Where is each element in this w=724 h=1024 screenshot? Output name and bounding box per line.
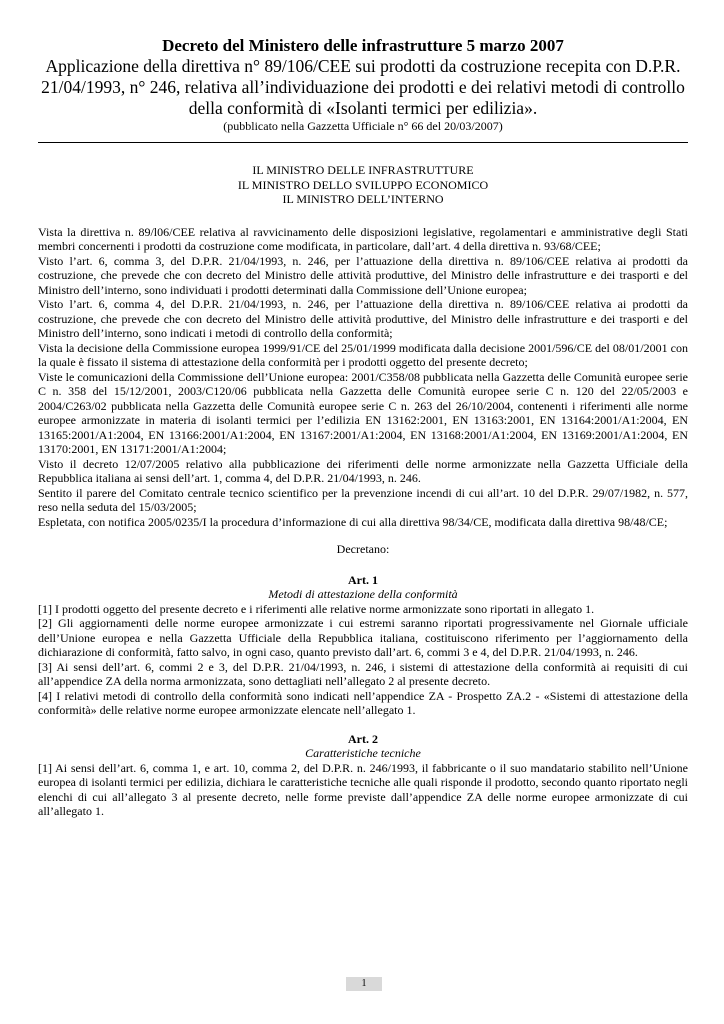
article-paragraph: [4] I relativi metodi di controllo della conformità sono indicati nell’appendice ZA - Prospetto ZA.2 - «Sistemi di attestazione della conformità» delle relative norme europee armonizzate elencate nell’allegato 1. [38,688,688,717]
preamble-paragraph: Espletata, con notifica 2005/0235/I la procedura d’informazione di cui alla direttiva 98/34/CE, modificata dalla direttiva 98/48/CE; [38,514,668,529]
article-2 [38,732,688,819]
preamble-paragraph: Viste le comunicazioni della Commissione dell’Unione europea: 2001/C358/08 pubblicata nella Gazzetta delle Comunità europee serie C n. 358 del 15/12/2001, 2003/C120/06 pubblicata nella Gazzetta delle Comunità europee serie C n. 120 del 22/05/2003 e 2004/C263/02 pubblicata nella Gazzetta delle Comunità europee serie C n. 263 del 26/10/2004, contenenti i riferimenti alle norme europee armonizzate in materia di isolanti termici per l’edilizia EN 13162:2001, EN 13163:2001, EN 13164:2001/A1:2004, EN 13165:2001/A1:2004, EN 13166:2001/A1:2004, EN 13167:2001/A1:2004, EN 13168:2001/A1:2004, EN 13169:2001/A1:2004, EN 13170:2001, EN 13171:2001/A1:2004; [38,369,688,456]
page-number: 1 [346,977,382,991]
article-spacer [38,718,688,732]
article-paragraph: [3] Ai sensi dell’art. 6, commi 2 e 3, del D.P.R. 21/04/1993, n. 246, i sistemi di attestazione della conformità ai requisiti di cui all’appendice ZA della norma armonizzata, sono dettagliati nell’allegato 2 al presente decreto. [38,659,688,688]
article-body [38,761,688,819]
ministers-block [38,163,688,207]
article-body [38,602,688,718]
preamble-paragraph: Visto l’art. 6, comma 3, del D.P.R. 21/04/1993, n. 246, per l’attuazione della direttiva n. 89/106/CEE relativa ai prodotti da costruzione, che prevede che con decreto del Ministro delle attività produttive, del Ministro delle infrastrutture e dei trasporti e del Ministro dell’interno, sono individuati i prodotti determinati dalla Commissione dell’Unione europea; [38,253,688,297]
preamble-paragraph: Visto il decreto 12/07/2005 relativo alla pubblicazione dei riferimenti delle norme armonizzate nella Gazzetta Ufficiale della Repubblica italiana ai sensi dell’art. 1, comma 4, del D.P.R. 21/04/1993, n. 246. [38,456,688,485]
article-heading: Art. 1 [348,572,378,587]
article-subheading: Caratteristiche tecniche [305,746,421,760]
minister-line: IL MINISTRO DELLE INFRASTRUTTURE [252,163,474,177]
document-title: Decreto del Ministero delle infrastrutture 5 marzo 2007 [162,36,564,55]
preamble-paragraph: Vista la direttiva n. 89/l06/CEE relativa al ravvicinamento delle disposizioni legislative, regolamentari e amministrative degli Stati membri concernenti i prodotti da costruzione come modificata, in particolare, dall’art. 4 della direttiva n. 93/68/CEE; [38,224,688,253]
header-divider [38,142,688,143]
article-1 [38,573,688,718]
preamble-paragraph: Visto l’art. 6, comma 4, del D.P.R. 21/04/1993, n. 246, per l’attuazione della direttiva n. 89/106/CEE relativa ai prodotti da costruzione, che prevede che con decreto del Ministro delle attività produttive, del Ministro delle infrastrutture e dei trasporti e del Ministro dell’interno, sono indicati i metodi di controllo della conformità; [38,297,688,340]
article-subheading: Metodi di attestazione della conformità [268,587,458,601]
article-paragraph: [1] I prodotti oggetto del presente decreto e i riferimenti alle relative norme armonizzate sono riportati in allegato 1. [38,601,595,616]
preamble-paragraph: Vista la decisione della Commissione europea 1999/91/CE del 25/01/1999 modificata dalla decisione 2001/596/CE del 08/01/2001 con la quale è fissato il sistema di attestazione della conformità per i prodotti oggetto del presente decreto; [38,340,688,369]
minister-line: IL MINISTRO DELLO SVILUPPO ECONOMICO [237,177,489,192]
document-subtitle: Applicazione della direttiva n° 89/106/CEE sui prodotti da costruzione recepita con D.P.R. 21/04/1993, n° 246, relativa all’individuazione dei prodotti e dei relativi metodi di controllo della conformità di «Isolanti termici per edilizia». [41,56,685,118]
document-page [38,36,688,819]
preamble-paragraph: Sentito il parere del Comitato centrale tecnico scientifico per la prevenzione incendi di cui all’art. 10 del D.P.R. 29/07/1982, n. 577, reso nella seduta del 15/03/2005; [38,485,688,514]
publication-note: (pubblicato nella Gazzetta Ufficiale n° 66 del 20/03/2007) [223,119,503,133]
minister-line: IL MINISTRO DELL’INTERNO [282,192,444,206]
article-paragraph: [1] Ai sensi dell’art. 6, comma 1, e art. 10, comma 2, del D.P.R. n. 246/1993, il fabbricante o il suo mandatario stabilito nell’Unione europea di isolanti termici per edilizia, dichiara le caratteristiche tecniche alle quali risponde il prodotto, secondo quanto riportato negli elenchi di cui all’allegato 3 al presente decreto, nelle forme previste dall’appendice ZA delle norme europee armonizzate di cui all’allegato 1. [38,760,688,818]
article-heading: Art. 2 [348,731,378,746]
decretano-heading: Decretano: [336,542,390,556]
article-paragraph: [2] Gli aggiornamenti delle norme europee armonizzate i cui estremi saranno riportati progressivamente nel Giornale ufficiale dell’Unione europea e nella Gazzetta Ufficiale della Repubblica italiana, costituiscono riferimento per l’aggiornamento della dichiarazione di conformità, fatto salvo, in ogni caso, quanto previsto dall’art. 6, commi 3 e 4, del D.P.R. 21/04/1993, n. 246. [38,616,688,659]
preamble [38,225,688,530]
